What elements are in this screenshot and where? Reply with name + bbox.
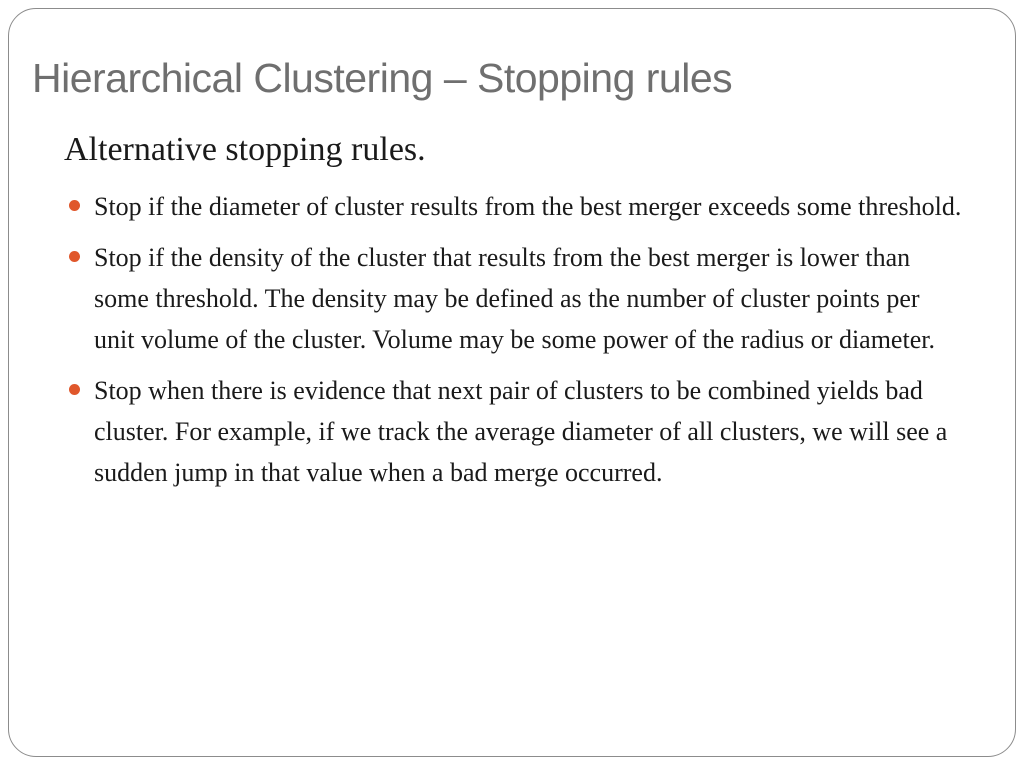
bullet-text: Stop when there is evidence that next pair of clusters to be combined yields bad cluster. For example, if we track the average diameter of all clusters, we will see a sudden jump in that value when a bad merge occurred. xyxy=(94,376,948,487)
bullet-item xyxy=(64,237,964,360)
bullet-dot-icon xyxy=(69,200,80,211)
slide-title: Hierarchical Clustering – Stopping rules xyxy=(32,55,733,101)
bullet-list xyxy=(64,186,964,503)
bullet-dot-icon xyxy=(69,384,80,395)
bullet-item xyxy=(64,186,964,227)
slide-subtitle: Alternative stopping rules. xyxy=(64,131,426,168)
bullet-item xyxy=(64,370,964,493)
bullet-text: Stop if the density of the cluster that results from the best merger is lower than some threshold. The density may be defined as the number of cluster points per unit volume of the cluster. Volume may be some power of the radius or diameter. xyxy=(94,243,935,354)
bullet-text: Stop if the diameter of cluster results from the best merger exceeds some threshold. xyxy=(94,192,962,221)
bullet-dot-icon xyxy=(69,251,80,262)
